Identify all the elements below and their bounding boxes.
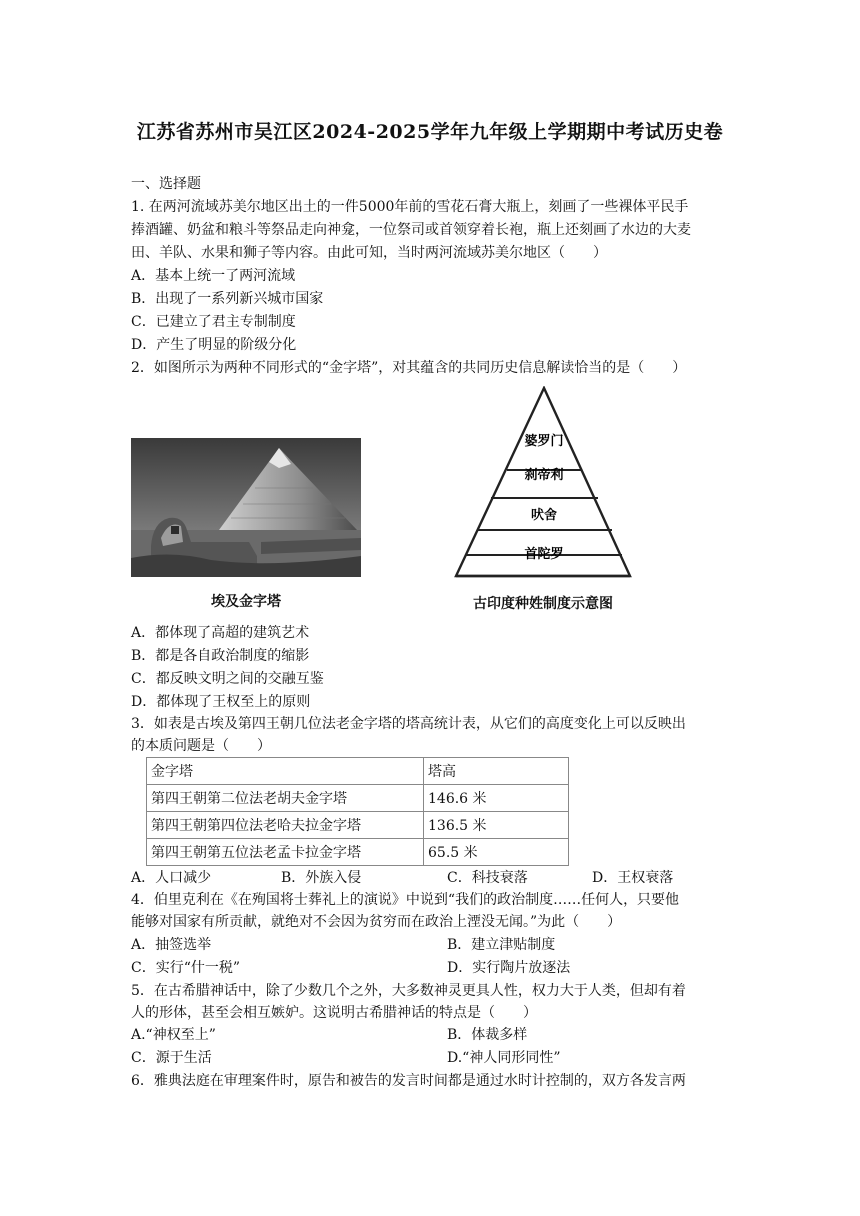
q1-text-line: 1. 在两河流域苏美尔地区出土的一件5000年前的雪花石膏大瓶上，刻画了一些裸体平民手 (131, 199, 689, 215)
table-cell: 第四王朝第四位法老哈夫拉金字塔 (147, 812, 424, 839)
q3-text-line: 3．如表是古埃及第四王朝几位法老金字塔的塔高统计表，从它们的高度变化上可以反映出 (131, 716, 686, 732)
q5-option-d: D.“神人同形同性” (447, 1050, 561, 1066)
q1-text-line: 田、羊队、水果和狮子等内容。由此可知，当时两河流域苏美尔地区（ ） (131, 245, 607, 261)
caste-caption: 古印度种姓制度示意图 (473, 596, 613, 612)
q1-text-line: 捧酒罐、奶盆和粮斗等祭品走向神龛，一位祭司或首领穿着长袍，瓶上还刻画了水边的大麦 (131, 222, 691, 238)
q4-option-b: B．建立津贴制度 (447, 937, 556, 953)
q4-text-line: 4．伯里克利在《在殉国将士葬礼上的演说》中说到“我们的政治制度……任何人，只要他 (131, 892, 680, 908)
q4-option-d: D．实行陶片放逐法 (447, 960, 571, 976)
q1-option-a: A．基本上统一了两河流域 (131, 268, 296, 284)
q4-option-a: A．抽签选举 (131, 937, 212, 953)
table-cell: 65.5 米 (424, 839, 569, 866)
table-header-cell: 塔高 (424, 758, 569, 785)
table-cell: 146.6 米 (424, 785, 569, 812)
q5-text-line: 人的形体，甚至会相互嫉妒。这说明古希腊神话的特点是（ ） (131, 1005, 537, 1021)
caste-label: 首陀罗 (524, 547, 564, 562)
caste-pyramid-diagram (452, 386, 634, 580)
q3-text-line: 的本质问题是（ ） (131, 738, 271, 754)
q5-option-a: A.“神权至上” (131, 1027, 216, 1043)
q2-option-c: C．都反映文明之间的交融互鉴 (131, 671, 324, 687)
q2-option-b: B．都是各自政治制度的缩影 (131, 648, 310, 664)
q1-option-c: C．已建立了君主专制制度 (131, 314, 296, 330)
table-row (147, 812, 569, 839)
section-heading: 一、选择题 (131, 176, 201, 192)
q6-text-line: 6．雅典法庭在审理案件时，原告和被告的发言时间都是通过水时计控制的，双方各发言两 (131, 1073, 686, 1089)
q1-option-b: B．出现了一系列新兴城市国家 (131, 291, 324, 307)
q2-option-a: A．都体现了高超的建筑艺术 (131, 625, 310, 641)
table-row (147, 839, 569, 866)
q5-option-b: B．体裁多样 (447, 1027, 528, 1043)
caste-label: 婆罗门 (524, 434, 564, 449)
q4-text-line: 能够对国家有所贡献，就绝对不会因为贫穷而在政治上湮没无闻。”为此（ ） (131, 914, 622, 930)
q2-text: 2．如图所示为两种不同形式的“金字塔”，对其蕴含的共同历史信息解读恰当的是（ ） (131, 360, 687, 376)
table-header-row (147, 758, 569, 785)
table-row (147, 785, 569, 812)
q3-option-c: C．科技衰落 (447, 870, 528, 886)
q3-option-d: D．王权衰落 (592, 870, 674, 886)
q5-text-line: 5．在古希腊神话中，除了少数几个之外，大多数神灵更具人性，权力大于人类，但却有着 (131, 983, 686, 999)
table-cell: 136.5 米 (424, 812, 569, 839)
q2-option-d: D．都体现了王权至上的原则 (131, 694, 311, 710)
table-cell: 第四王朝第二位法老胡夫金字塔 (147, 785, 424, 812)
pyramid-height-table (146, 757, 569, 866)
page-title: 江苏省苏州市吴江区2024-2025学年九年级上学期期中考试历史卷 (136, 121, 724, 143)
table-cell: 第四王朝第五位法老孟卡拉金字塔 (147, 839, 424, 866)
q3-option-a: A．人口减少 (131, 870, 212, 886)
q5-option-c: C．源于生活 (131, 1050, 212, 1066)
q4-option-c: C．实行“什一税” (131, 960, 241, 976)
egypt-caption: 埃及金字塔 (211, 594, 281, 610)
caste-label: 刹帝利 (524, 468, 564, 483)
q1-option-d: D．产生了明显的阶级分化 (131, 337, 297, 353)
q3-option-b: B．外族入侵 (281, 870, 362, 886)
caste-label: 吠舍 (530, 508, 558, 523)
table-header-cell: 金字塔 (147, 758, 424, 785)
egypt-pyramid-photo (131, 438, 361, 577)
